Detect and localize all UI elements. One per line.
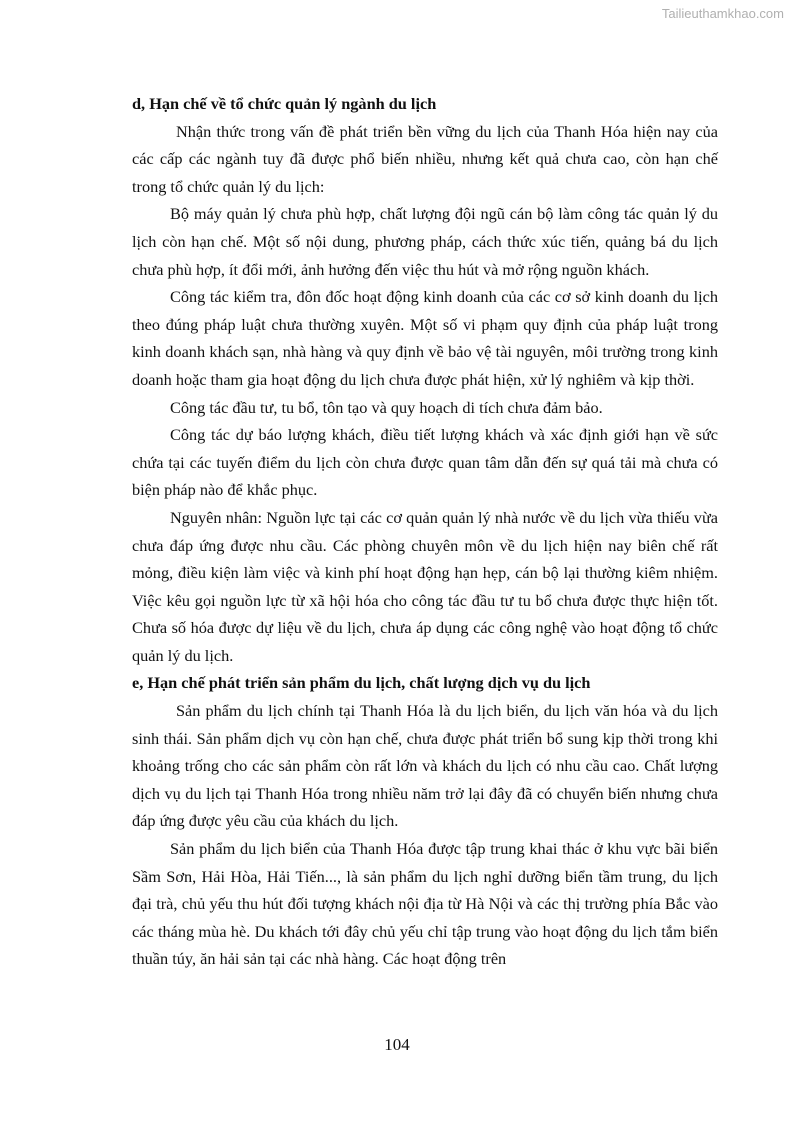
watermark: Tailieuthamkhao.com <box>661 6 784 21</box>
section-heading-d: d, Hạn chế về tổ chức quản lý ngành du lịch <box>132 94 437 113</box>
paragraph: Công tác kiểm tra, đôn đốc hoạt động kinh doanh của các cơ sở kinh doanh du lịch theo đúng pháp luật chưa thường xuyên. Một số vi phạm quy định của pháp luật trong kinh doanh khách sạn, nhà hàng và quy định về bảo vệ tài nguyên, môi trường trong kinh doanh hoặc tham gia hoạt động du lịch chưa được phát hiện, xử lý nghiêm và kịp thời. <box>132 287 718 389</box>
document-body <box>132 90 718 973</box>
paragraph: Nguyên nhân: Nguồn lực tại các cơ quản quản lý nhà nước về du lịch vừa thiếu vừa chưa đáp ứng được nhu cầu. Các phòng chuyên môn về du lịch hiện nay biên chế rất mỏng, điều kiện làm việc và kinh phí hoạt động hạn hẹp, cán bộ lại thường kiêm nhiệm. Việc kêu gọi nguồn lực từ xã hội hóa cho công tác đầu tư tu bổ chưa được thực hiện tốt. Chưa số hóa được dự liệu về du lịch, chưa áp dụng các công nghệ vào hoạt động tổ chức quản lý du lịch. <box>132 507 718 665</box>
section-heading-e: e, Hạn chế phát triển sản phẩm du lịch, chất lượng dịch vụ du lịch <box>132 673 591 693</box>
paragraph: Nhận thức trong vấn đề phát triển bền vững du lịch của Thanh Hóa hiện nay của các cấp các ngành tuy đã được phổ biến nhiều, nhưng kết quả chưa cao, còn hạn chế trong tổ chức quản lý du lịch: <box>132 121 718 196</box>
paragraph: Công tác dự báo lượng khách, điều tiết lượng khách và xác định giới hạn về sức chứa tại các tuyến điểm du lịch còn chưa được quan tâm dẫn đến sự quá tải mà chưa có biện pháp nào để khắc phục. <box>132 425 718 500</box>
page-number: 104 <box>384 1035 410 1054</box>
paragraph: Sản phẩm du lịch chính tại Thanh Hóa là du lịch biển, du lịch văn hóa và du lịch sinh thái. Sản phẩm dịch vụ còn hạn chế, chưa được phát triển bổ sung kịp thời trong khi khoảng trống cho các sản phẩm còn rất lớn và khách du lịch có nhu cầu cao. Chất lượng dịch vụ du lịch tại Thanh Hóa trong nhiều năm trở lại đây đã có chuyển biến nhưng chưa đáp ứng được yêu cầu của khách du lịch. <box>132 701 718 831</box>
paragraph: Bộ máy quản lý chưa phù hợp, chất lượng đội ngũ cán bộ làm công tác quản lý du lịch còn hạn chế. Một số nội dung, phương pháp, cách thức xúc tiến, quảng bá du lịch chưa phù hợp, ít đổi mới, ảnh hưởng đến việc thu hút và mở rộng nguồn khách. <box>132 204 718 279</box>
paragraph: Công tác đầu tư, tu bổ, tôn tạo và quy hoạch di tích chưa đảm bảo. <box>170 397 603 417</box>
paragraph: Sản phẩm du lịch biển của Thanh Hóa được tập trung khai thác ở khu vực bãi biển Sầm Sơn, Hải Hòa, Hải Tiến..., là sản phẩm du lịch nghỉ dưỡng biển tầm trung, du lịch đại trà, chủ yếu thu hút đối tượng khách nội địa từ Hà Nội và các thị trường phía Bắc vào các tháng mùa hè. Du khách tới đây chủ yếu chỉ tập trung vào hoạt động du lịch tắm biển thuần túy, ăn hải sản tại các nhà hàng. Các hoạt động trên <box>132 839 718 969</box>
